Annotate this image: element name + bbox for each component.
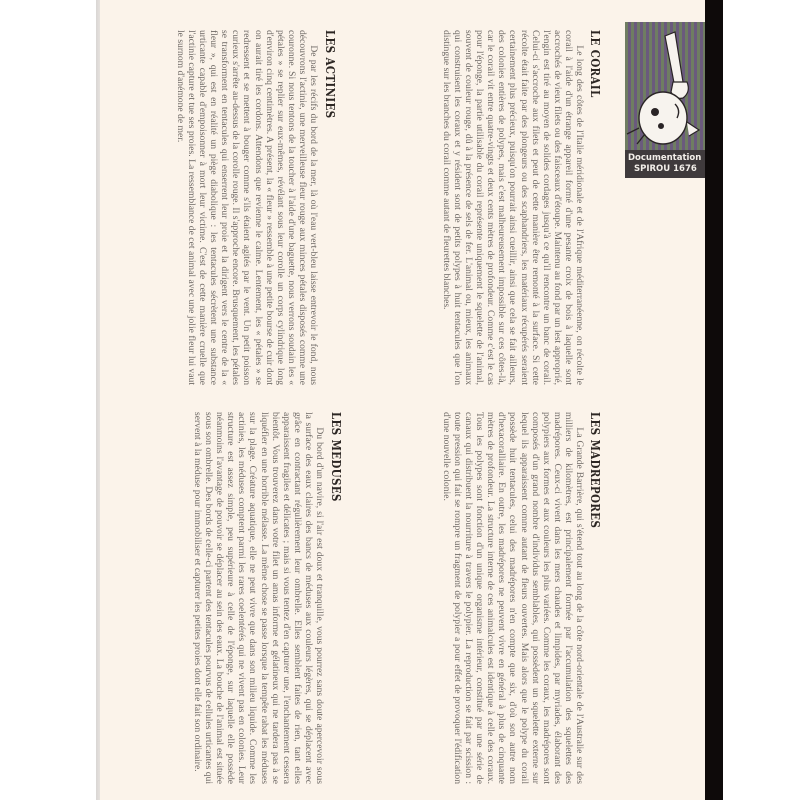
- badge-label: Documentation: [628, 153, 702, 163]
- article-body: Du bord d'un navire, si l'air est doux et tranquille, vous pourrez sans doute apercevoir sous la surface des eaux claires des bancs de méduses aux couleurs légères, qui se déplacent avec grâce en contractant régulièrement leur ombrelle. Elles semblent faites de rien, tant elles apparaissent fragiles et délicates ; mais si vous tentez d'en capturer une, l'enchantement cessera bientôt. Vous trouverez dans votre filet un amas informe et gélatineux qui ne tardera pas à se liquéfier en une horrible mélasse. La même chose se passe lorsque la tempête rabat les méduses sur la plage. Créature aquatique, elle ne peut vivre que dans son milieu liquide. Comme les actinies, les méduses comptent parmi les rares coelentérés qui ne vivent pas en colonies. Leur structure est assez simple, peu supérieure à celle de l'éponge, sur laquelle elle possède néanmoins l'avantage de pouvoir se déplacer au sein des eaux. La bouche de l'animal est située sous son ombrelle. Des bords de celle-ci partent des tentacules pourvus de cellules urticantes qui servent à la méduse pour immobiliser et capturer les petites proies dont elle fait son ordinaire.: [191, 412, 325, 784]
- badge-issue: SPIROU 1676: [633, 164, 697, 174]
- article-les-madrepores: [441, 412, 585, 784]
- article-body: De par les récifs du bord de la mer, là où l'eau vert-bleu laisse entrevoir le fond, nous découvrons l'actinie, une merveilleuse fleur rouge aux minces pétales disposés comme une couronne. Si nous tentons de la toucher à l'aide d'une baguette, nous verrons soudain les « pétales » se replier sur eux-mêmes, révélant sous leur corolle un corps cylindrique long d'environ cinq centimètres. A présent, la « fleur » ressemble à une petite bourse de cuir dont on aurait tiré les cordons. Attendons que revienne le calme. Lentement, les « pétales » se redressent et se mettent à bouger comme s'ils étaient agités par le vent. Un petit poisson curieux s'arrête au-dessus de la corolle rouge. Il s'approche encore. Brusquement, les pétales se transforment en tentacules qui enserrent leur proie et la dirigent vers le centre de la « fleur », qui est en réalité un piège diabolique : les tentacules sécrètent une substance urticante capable d'empoisonner à mort leur victime. C'est de cette manière cruelle que l'actinie capture et tue ses proies. La ressemblance de cet animal avec une jolie fleur lui vaut le surnom d'anémone de mer.: [174, 30, 319, 385]
- heading-les-meduses: LES MEDUSES: [329, 412, 343, 502]
- article-body: Le long des côtes de l'Italie méridionale et de l'Afrique méditerranéenne, on récolte le corail à l'aide d'un étrange appareil formé d'une pesante croix de bois à laquelle sont accrochés de vieux filets ou des faisceaux d'étoupe. Maintenu au fond par un lest approprié, l'engin est tiré au moyen de solides cordages jusqu'à ce qu'il rencontre un banc de corail. Celui-ci s'accroche aux filets et peut de cette manière être remonté à la surface. Si cette récolte était faite par des plongeurs ou des scaphandriers, les matériaux récupérés seraient certainement plus précieux, puisqu'on pourrait ainsi cueillir, ainsi que cela se fait ailleurs, des colonies entières de polypes, mais c'est malheureusement impossible sur ces côtes-là, car le corail vit entre quatre-vingts et deux cents mètres de profondeur. Comme c'est le cas pour l'éponge, la partie utilisable du corail représente uniquement le squelette de l'animal, souvent de couleur rouge, dû à la présence de sels de fer. L'animal ou, mieux, les animaux qui construisent les coraux et y résident sont de petits polypes à huit tentacules que l'on distingue sur les branches du corail comme autant de fleurettes blanches.: [440, 30, 585, 385]
- heading-les-madrepores: LES MADREPORES: [588, 412, 602, 529]
- spirou-mascot-icon: [625, 22, 705, 150]
- article-le-corail: [441, 30, 585, 385]
- heading-les-actinies: LES ACTINIES: [323, 30, 337, 119]
- article-les-meduses: [192, 412, 325, 784]
- scan-right-border: [705, 0, 723, 800]
- documentation-badge: [625, 150, 705, 178]
- heading-le-corail: LE CORAIL: [588, 30, 602, 98]
- article-les-actinies: [175, 30, 319, 385]
- article-body: La Grande Barrière, qui s'étend tout au long de la côte nord-orientale de l'Australie sur des milliers de kilomètres, est principalement formée par l'accumulation des squelettes des madrépores. Ceux-ci vivent dans les mers chaudes et limpides, par myriades, élaborant des polypiers aux formes et aux couleurs les plus variées. Comme les coraux, les madrépores sont composés d'un grand nombre d'individus semblables, qui possèdent un squelette externe sur lequel ils apparaissent comme autant de fleurs ouvertes. Mais alors que le polype du corail possède huit tentacules, celui des madrépores n'en compte que six, d'où son autre nom d'hexacoralliaire. En outre, les madrépores ne peuvent vivre en général à plus de cinquante mètres de profondeur. La structure interne de ces animalcules est identique à celle des coraux. Tous les polypes sont fonction d'un unique organisme intérieur, constitué par une série de canaux qui distribuent la nourriture à travers le polypier. La reproduction se fait par scission : toute pression qui fait se rompre un fragment de polypier a pour effet de provoquer l'édification d'une nouvelle colonie.: [440, 412, 585, 784]
- magazine-page: [100, 0, 705, 800]
